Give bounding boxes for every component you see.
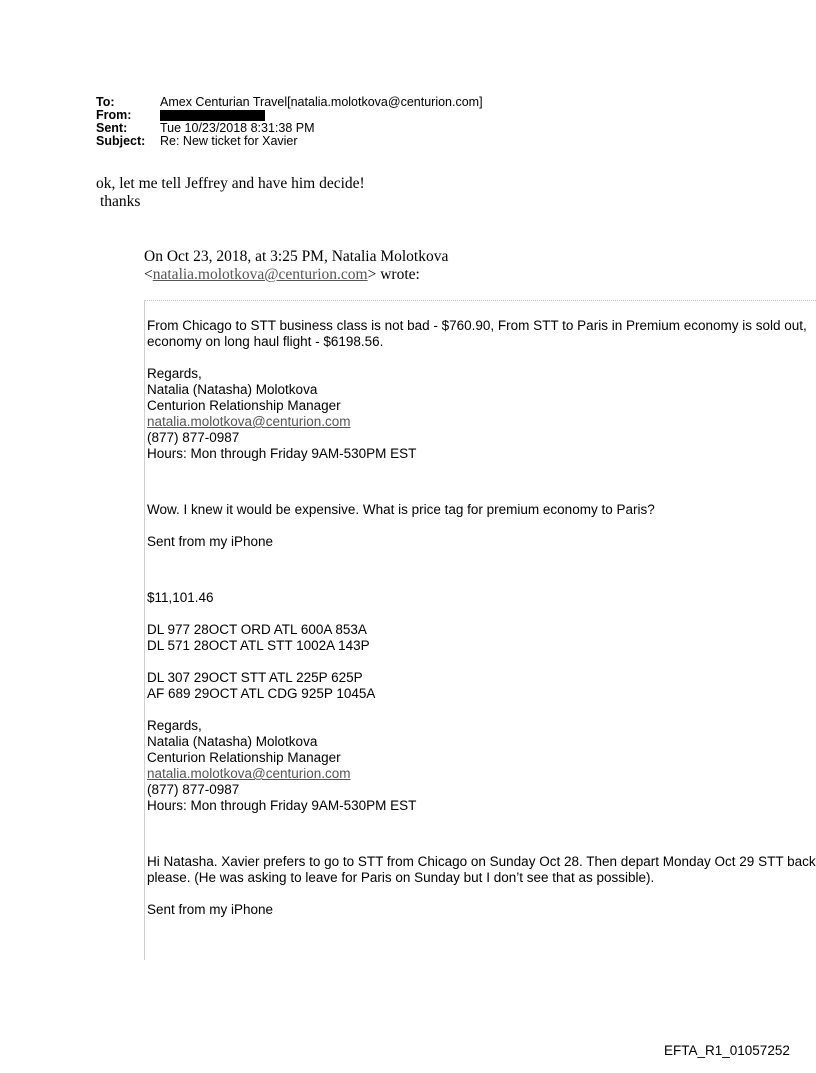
flight-2: DL 571 28OCT ATL STT 1002A 143P: [147, 638, 370, 653]
subject-value: Re: New ticket for Xavier: [160, 134, 298, 148]
quote-divider: [144, 300, 816, 301]
sig2-regards: Regards,: [147, 718, 202, 733]
flight-4: AF 689 29OCT ATL CDG 925P 1045A: [147, 686, 376, 701]
reply-line-1: ok, let me tell Jeffrey and have him decide!: [96, 175, 365, 192]
message-1-line-1: From Chicago to STT business class is not bad - $760.90, From STT to Paris in Premium economy is sold out,: [147, 318, 807, 333]
subject-row: [96, 135, 483, 148]
message-4-line-1: Hi Natasha. Xavier prefers to go to STT from Chicago on Sunday Oct 28. Then depart Monday Oct 29 STT back: [147, 854, 816, 869]
reply-body: [96, 175, 365, 211]
message-2-sent-from: Sent from my iPhone: [147, 534, 274, 549]
sig2-phone: (877) 877-0987: [147, 782, 240, 797]
sig2-email-link[interactable]: natalia.molotkova@centurion.com: [147, 766, 351, 781]
message-4-line-2: please. (He was asking to leave for Paris on Sunday but I don’t see that as possible).: [147, 870, 655, 885]
sig1-phone: (877) 877-0987: [147, 430, 240, 445]
wrote-text: > wrote:: [367, 266, 420, 283]
from-label: From:: [96, 108, 132, 122]
sig2-hours: Hours: Mon through Friday 9AM-530PM EST: [147, 798, 417, 813]
sig2-name: Natalia (Natasha) Molotkova: [147, 734, 318, 749]
sig1-title: Centurion Relationship Manager: [147, 398, 341, 413]
email-header: [96, 96, 483, 148]
document-id: EFTA_R1_01057252: [664, 1043, 790, 1058]
price-total: $11,101.46: [147, 590, 214, 605]
flight-3: DL 307 29OCT STT ATL 225P 625P: [147, 670, 363, 685]
to-label: To:: [96, 95, 115, 109]
message-1-line-2: economy on long haul flight - $6198.56.: [147, 334, 384, 349]
quoted-thread: [147, 318, 816, 918]
sent-label: Sent:: [96, 121, 128, 135]
lt-sign: <: [144, 266, 153, 283]
subject-label: Subject:: [96, 134, 146, 148]
sig1-email-link[interactable]: natalia.molotkova@centurion.com: [147, 414, 351, 429]
redaction-block: [160, 110, 265, 121]
attribution-line-2: [144, 266, 448, 284]
quote-bar: [144, 300, 145, 960]
quote-attribution: [144, 248, 448, 284]
flight-1: DL 977 28OCT ORD ATL 600A 853A: [147, 622, 367, 637]
message-2-line-1: Wow. I knew it would be expensive. What is price tag for premium economy to Paris?: [147, 502, 655, 517]
message-4-sent-from: Sent from my iPhone: [147, 902, 274, 917]
sent-value: Tue 10/23/2018 8:31:38 PM: [160, 121, 315, 135]
attribution-line-1: On Oct 23, 2018, at 3:25 PM, Natalia Molotkova: [144, 248, 449, 265]
sig1-regards: Regards,: [147, 366, 202, 381]
sig2-title: Centurion Relationship Manager: [147, 750, 341, 765]
attribution-email-link[interactable]: natalia.molotkova@centurion.com: [152, 266, 368, 283]
to-value: Amex Centurian Travel[natalia.molotkova@centurion.com]: [160, 95, 483, 109]
to-row: [96, 96, 483, 109]
sig1-hours: Hours: Mon through Friday 9AM-530PM EST: [147, 446, 417, 461]
sig1-name: Natalia (Natasha) Molotkova: [147, 382, 318, 397]
reply-line-2: thanks: [100, 193, 141, 210]
